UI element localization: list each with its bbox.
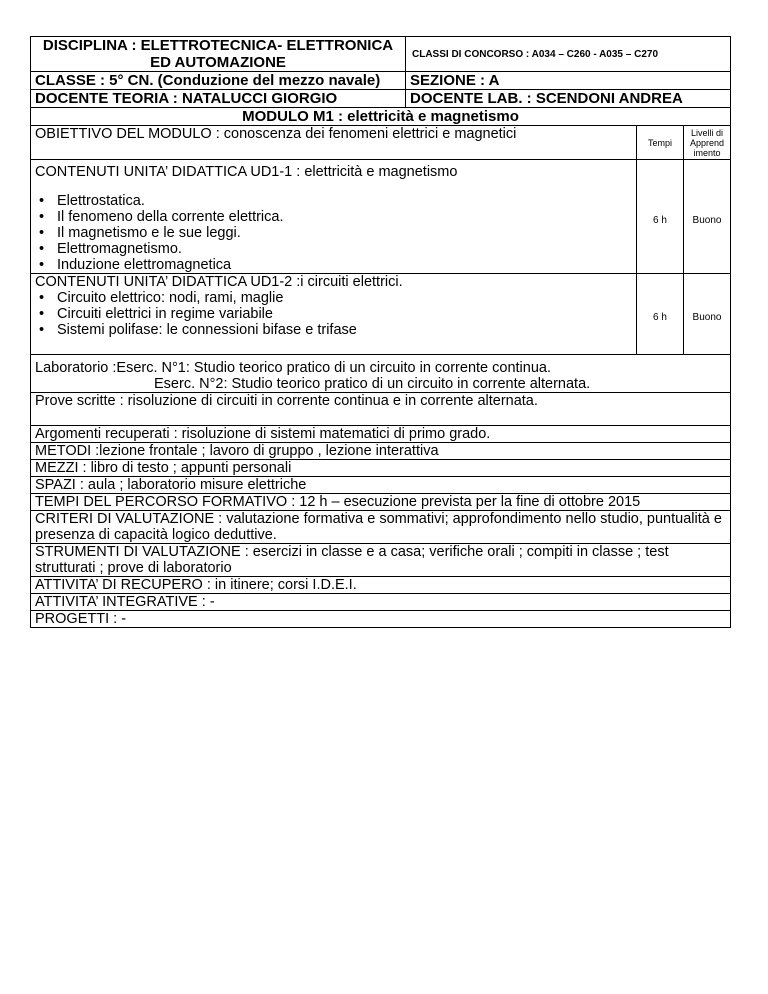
- programming-document: [30, 36, 730, 628]
- attivita-integrative: ATTIVITA’ INTEGRATIVE : -: [31, 594, 731, 611]
- mezzi: MEZZI : libro di testo ; appunti personali: [31, 460, 731, 477]
- list-item: • Elettromagnetismo.: [57, 241, 632, 257]
- list-item: • Circuiti elettrici in regime variabile: [57, 306, 632, 322]
- obiettivo: OBIETTIVO DEL MODULO : conoscenza dei fenomeni elettrici e magnetici: [31, 126, 637, 160]
- docente-lab: DOCENTE LAB. : SCENDONI ANDREA: [406, 90, 731, 108]
- attivita-recupero: ATTIVITA’ DI RECUPERO : in itinere; corsi I.D.E.I.: [31, 577, 731, 594]
- spazi: SPAZI : aula ; laboratorio misure elettriche: [31, 477, 731, 494]
- metodi: METODI :lezione frontale ; lavoro di gruppo , lezione interattiva: [31, 443, 731, 460]
- disciplina-cell: [31, 37, 406, 72]
- content-table: [30, 125, 731, 628]
- criteri-valutazione: CRITERI DI VALUTAZIONE : valutazione formativa e sommativi; approfondimento nello studio, puntualità e presenza di capacità logico deduttive.: [31, 511, 731, 544]
- classe: CLASSE : 5° CN. (Conduzione del mezzo navale): [31, 72, 406, 90]
- ud2-livello: Buono: [684, 274, 731, 355]
- disciplina-line2: ED AUTOMAZIONE: [150, 54, 286, 71]
- disciplina-line1: DISCIPLINA : ELETTROTECNICA- ELETTRONICA: [42, 37, 394, 54]
- ud1-cell: [31, 160, 637, 274]
- strumenti-valutazione: STRUMENTI DI VALUTAZIONE : esercizi in classe e a casa; verifiche orali ; compiti in classe ; test strutturati ; prove di laboratorio: [31, 544, 731, 577]
- ud1-title: CONTENUTI UNITA’ DIDATTICA UD1-1 : elettricità e magnetismo: [35, 164, 458, 180]
- col-tempi-header: Tempi: [637, 126, 684, 160]
- ud2-tempi: 6 h: [637, 274, 684, 355]
- header-table: [30, 36, 731, 126]
- ud2-title: CONTENUTI UNITA’ DIDATTICA UD1-2 :i circuiti elettrici.: [35, 274, 403, 290]
- list-item: • Elettrostatica.: [57, 193, 632, 209]
- ud2-cell: [31, 274, 637, 355]
- list-item: • Il magnetismo e le sue leggi.: [57, 225, 632, 241]
- laboratorio-line1: Laboratorio :Eserc. N°1: Studio teorico pratico di un circuito in corrente continua.: [35, 360, 551, 376]
- docente-teoria: DOCENTE TEORIA : NATALUCCI GIORGIO: [31, 90, 406, 108]
- list-item: • Circuito elettrico: nodi, rami, maglie: [57, 290, 632, 306]
- modulo-title: MODULO M1 : elettricità e magnetismo: [31, 108, 731, 126]
- ud1-tempi: 6 h: [637, 160, 684, 274]
- progetti: PROGETTI : -: [31, 611, 731, 628]
- list-item: • Induzione elettromagnetica: [57, 257, 632, 273]
- prove-scritte: Prove scritte : risoluzione di circuiti in corrente continua e in corrente alternata.: [31, 393, 731, 426]
- classi-concorso: CLASSI DI CONCORSO : A034 – C260 - A035 – C270: [406, 37, 731, 72]
- col-livelli-header: Livelli di Apprend imento: [684, 126, 731, 160]
- laboratorio-line2: Eserc. N°2: Studio teorico pratico di un circuito in corrente alternata.: [154, 376, 591, 392]
- sezione: SEZIONE : A: [406, 72, 731, 90]
- tempi-percorso: TEMPI DEL PERCORSO FORMATIVO : 12 h – esecuzione prevista per la fine di ottobre 2015: [31, 494, 731, 511]
- ud2-list: [35, 290, 632, 338]
- argomenti-recuperati: Argomenti recuperati : risoluzione di sistemi matematici di primo grado.: [31, 426, 731, 443]
- laboratorio-cell: [31, 355, 731, 393]
- list-item: • Sistemi polifase: le connessioni bifase e trifase: [57, 322, 632, 338]
- list-item: • Il fenomeno della corrente elettrica.: [57, 209, 632, 225]
- ud1-list: [35, 193, 632, 273]
- ud1-livello: Buono: [684, 160, 731, 274]
